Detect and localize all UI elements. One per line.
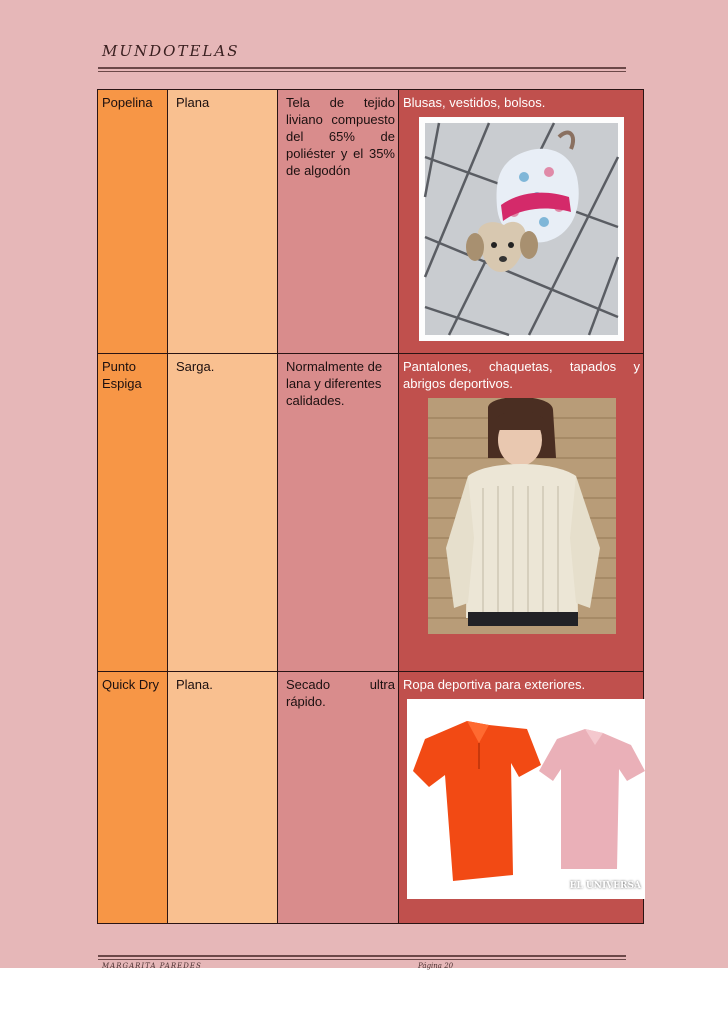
uses-text: Ropa deportiva para exteriores. — [403, 677, 586, 692]
description-cell: Tela de tejido liviano compuesto del 65% de poliéster y el 35% de algodón — [278, 90, 399, 354]
weave-text: Plana. — [176, 677, 213, 692]
table-row — [98, 672, 644, 924]
knit-sweater-photo — [428, 398, 616, 634]
page-header-title: MUNDOTELAS — [102, 42, 240, 60]
uses-cell — [399, 672, 644, 924]
weave-cell — [168, 90, 278, 354]
weave-text: Plana — [176, 95, 210, 110]
fabric-table — [97, 89, 644, 924]
fabric-name-cell: Quick Dry — [98, 672, 168, 924]
table-row — [98, 90, 644, 354]
footer-author: MARGARITA PAREDES — [102, 962, 202, 970]
header-rule — [98, 67, 626, 69]
footer-rule-thin — [98, 959, 626, 960]
weave-text: Sarga. — [176, 359, 215, 374]
fabric-name-cell: Popelina — [98, 90, 168, 354]
fabric-name-cell: Punto Espiga — [98, 354, 168, 672]
header-rule-thin — [98, 71, 626, 72]
footer-page-number: Página 20 — [418, 962, 454, 970]
dog-in-dress-photo — [419, 117, 624, 341]
description-cell: Normalmente de lana y diferentes calidades. — [278, 354, 399, 672]
polo-shirts-photo — [407, 699, 645, 899]
description-cell: Secado ultra rápido. — [278, 672, 399, 924]
footer-rule — [98, 955, 626, 957]
uses-text: Blusas, vestidos, bolsos. — [403, 95, 546, 110]
polo-shirts-photo-frame — [407, 699, 645, 899]
uses-cell — [399, 90, 644, 354]
uses-cell — [399, 354, 644, 672]
table-row — [98, 354, 644, 672]
weave-cell — [168, 354, 278, 672]
weave-cell — [168, 672, 278, 924]
uses-text: Pantalones, chaquetas, tapados y abrigos deportivos. — [403, 359, 640, 391]
image-watermark: EL UNIVERSA — [569, 881, 641, 891]
